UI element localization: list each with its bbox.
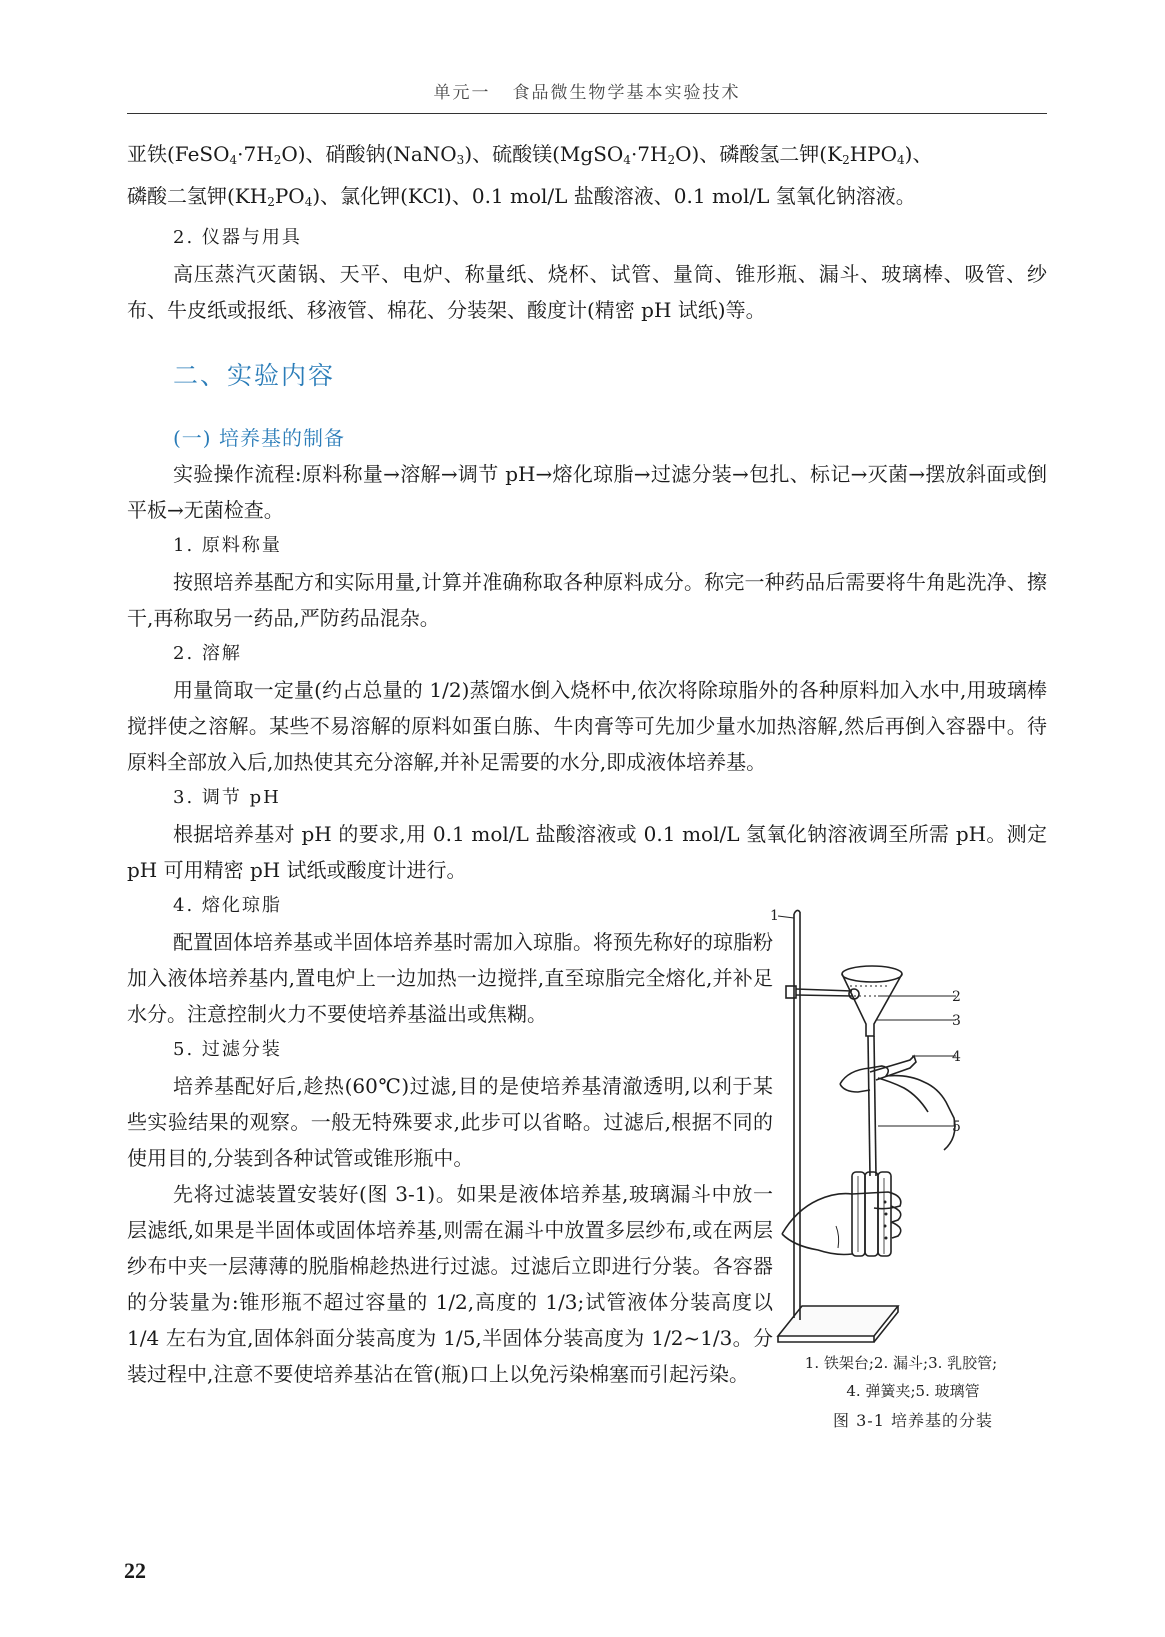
figure-caption: 图 3-1 培养基的分装 — [833, 1411, 993, 1430]
figure-label-2: 2 — [952, 989, 961, 1005]
header-unit: 单元一 — [433, 83, 491, 103]
figure-label-1: 1 — [770, 908, 779, 924]
figure-legend-line2: 4. 弹簧夹;5. 玻璃管 — [846, 1382, 980, 1400]
step3-title: 3. 调节 pH — [173, 787, 281, 808]
filtration-apparatus-drawing — [770, 906, 1048, 1366]
figure-legend-line1: 1. 铁架台;2. 漏斗;3. 乳胶管; — [804, 1354, 998, 1372]
subsection-title: (一) 培养基的制备 — [173, 426, 345, 450]
section-title: 二、实验内容 — [173, 361, 336, 390]
figure-label-3: 3 — [952, 1013, 961, 1029]
step5-text2: 先将过滤装置安装好(图 3-1)。如果是液体培养基,玻璃漏斗中放一层滤纸,如果是半固体或固体培养基,则需在漏斗中放置多层纱布,或在两层纱布中夹一层薄薄的脱脂棉趁热进行过滤。过滤后立即进行分装。各容器的分装量为:锥形瓶不超过容量的 1/2,高度的 1/3;试管液体分装高度以 1/4 左右为宜,固体斜面分装高度为 1/5,半固体分装高度为 1/2~1/3。分装过程中,注意不要使培养基沾在管(瓶)口上以免污染棉塞而引起污染。 — [127, 1182, 773, 1386]
running-header — [127, 78, 1047, 103]
flow-text: 实验操作流程:原料称量→溶解→调节 pH→熔化琼脂→过滤分装→包扎、标记→灭菌→摆放斜面或倒平板→无菌检查。 — [127, 462, 1047, 522]
step5-text1: 培养基配好后,趁热(60℃)过滤,目的是使培养基清澈透明,以利于某些实验结果的观察。一般无特殊要求,此步可以省略。过滤后,根据不同的使用目的,分装到各种试管或锥形瓶中。 — [127, 1074, 773, 1170]
step1-title: 1. 原料称量 — [173, 535, 282, 556]
figure-3-1 — [770, 906, 1048, 1506]
step5-title: 5. 过滤分装 — [173, 1039, 282, 1060]
instruments-text: 高压蒸汽灭菌锅、天平、电炉、称量纸、烧杯、试管、量筒、锥形瓶、漏斗、玻璃棒、吸管、纱布、牛皮纸或报纸、移液管、棉花、分装架、酸度计(精密 pH 试纸)等。 — [127, 262, 1047, 322]
figure-label-4: 4 — [952, 1049, 961, 1065]
header-title: 食品微生物学基本实验技术 — [512, 83, 741, 103]
step2-text: 用量筒取一定量(约占总量的 1/2)蒸馏水倒入烧杯中,依次将除琼脂外的各种原料加入水中,用玻璃棒搅拌使之溶解。某些不易溶解的原料如蛋白胨、牛肉膏等可先加少量水加热溶解,然后再倒入容器中。待原料全部放入后,加热使其充分溶解,并补足需要的水分,即成液体培养基。 — [127, 678, 1047, 774]
step2-title: 2. 溶解 — [173, 643, 242, 664]
step4-title: 4. 熔化琼脂 — [173, 895, 282, 916]
page-number: 22 — [124, 1558, 146, 1583]
step4-text: 配置固体培养基或半固体培养基时需加入琼脂。将预先称好的琼脂粉加入液体培养基内,置电炉上一边加热一边搅拌,直至琼脂完全熔化,并补足水分。注意控制火力不要使培养基溢出或焦糊。 — [127, 930, 773, 1026]
step1-text: 按照培养基配方和实际用量,计算并准确称取各种原料成分。称完一种药品后需要将牛角匙洗净、擦干,再称取另一药品,严防药品混杂。 — [127, 570, 1047, 630]
step3-text: 根据培养基对 pH 的要求,用 0.1 mol/L 盐酸溶液或 0.1 mol/L 氢氧化钠溶液调至所需 pH。测定 pH 可用精密 pH 试纸或酸度计进行。 — [127, 822, 1047, 882]
instruments-title: 2. 仪器与用具 — [173, 227, 302, 248]
header-rule — [127, 113, 1047, 114]
reagents-paragraph: 亚铁$(FeSO_4\cdot 7H_2O)$、硝酸钠(NaNO$_3$)、硫酸镁$(MgSO_4\cdot 7H_2O)$、磷酸氢二钾$(K_2HPO_4)$、 磷酸二氢钾$(KH_2PO_4)$、氯化钾(KCl)、0.1 mol/L 盐酸溶液、0.1 mol/L 氢氧化钠溶液。 — [127, 142, 933, 209]
figure-label-5: 5 — [952, 1119, 961, 1135]
